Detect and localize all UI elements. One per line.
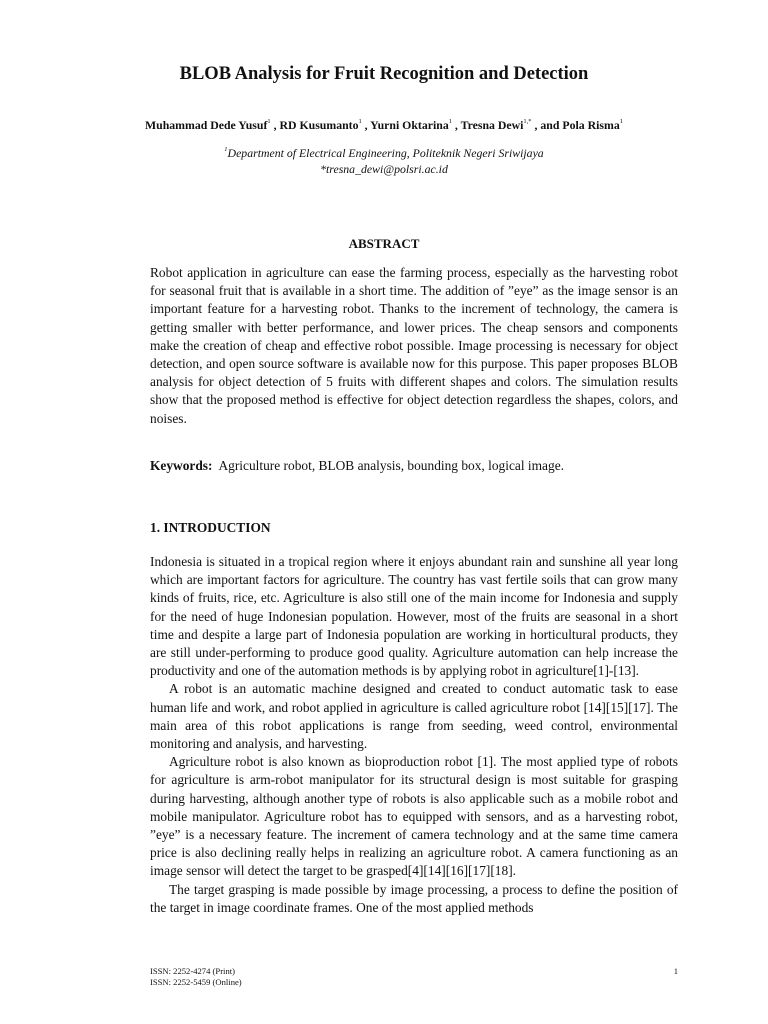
author-affiliation-mark: 1 (619, 118, 623, 125)
author-separator: , and (531, 118, 563, 132)
author-list (0, 118, 768, 133)
author-separator: , (451, 118, 461, 132)
page-footer (150, 966, 678, 988)
author-name: Pola Risma (562, 118, 620, 132)
paper-title: BLOB Analysis for Fruit Recognition and Detection (179, 64, 589, 84)
section-heading-introduction: 1. INTRODUCTION (150, 520, 271, 535)
affiliation-text: Department of Electrical Engineering, Politeknik Negeri Sriwijaya (227, 146, 544, 160)
author-affiliation-mark: 1 (448, 118, 452, 125)
issn-online: ISSN: 2252-5459 (Online) (150, 977, 242, 987)
intro-paragraph: A robot is an automatic machine designed and created to conduct automatic task to ease human life and work, and robot applied in agriculture is called agriculture robot [14][15][17]. The main area of this robot applications is range from seeding, weed control, environmental monitoring and analysis, and harvesting. (150, 681, 678, 752)
abstract-heading: ABSTRACT (348, 236, 420, 251)
intro-paragraph: Indonesia is situated in a tropical region where it enjoys abundant rain and sunshine all year long which are important factors for agriculture. The country has vast fertile soils that can grow many kinds of fruits, rice, etc. Agriculture is also still one of the main income for Indonesia and supply for the need of huge Indonesian population. However, most of the fruits are seasonal in a short time and despite a large part of Indonesia population are working in horticultural products, they are still under-performing to produce good quality. Agriculture automation can help increase the productivity and one of the automation methods is by applying robot in agriculture[1]-[13]. (150, 554, 678, 679)
introduction-body (150, 553, 678, 917)
author-separator: , (270, 118, 280, 132)
author-affiliation-mark: 1 (358, 118, 362, 125)
issn-print: ISSN: 2252-4274 (Print) (150, 966, 235, 976)
author-affiliation-mark: 1 (267, 118, 271, 125)
keywords-label: Keywords: (150, 458, 213, 473)
page-number: 1 (673, 966, 678, 976)
intro-paragraph: The target grasping is made possible by image processing, a process to define the position of the target in image coordinate frames. One of the most applied methods (150, 881, 678, 915)
intro-paragraph: Agriculture robot is also known as bioproduction robot [1]. The most applied type of robots for agriculture is arm-robot manipulator for its structural design is most suitable for grasping during harvesting, although another type of robots is also applicable such as a mobile robot and mobile manipulator. Agriculture robot has to equipped with sensors, and as a harvesting robot, ”eye” is a necessary feature. The increment of camera technology and at the same time camera price is also declining really helps in realizing an agriculture robot. A camera functioning as an image sensor will detect the target to be grasped[4][14][16][17][18]. (150, 754, 678, 879)
author-affiliation-mark: 1,* (523, 118, 532, 125)
author-name: Yurni Oktarina (370, 118, 449, 132)
corresponding-email: *tresna_dewi@polsri.ac.id (320, 162, 448, 176)
keywords-text: Agriculture robot, BLOB analysis, bounding box, logical image. (218, 458, 564, 473)
author-affiliation (0, 146, 768, 161)
author-name: Muhammad Dede Yusuf (145, 118, 268, 132)
affiliation-mark: 1 (224, 146, 228, 153)
author-name: Tresna Dewi (460, 118, 524, 132)
abstract-text: Robot application in agriculture can ease the farming process, especially as the harvesting robot for seasonal fruit that is available in a short time. The addition of ”eye” as the image sensor is an important feature for a harvesting robot. Thanks to the increment of technology, the camera is getting smaller with better performance, and lower prices. The cheap sensors and components make the creation of cheap and effective robot possible. Image processing is necessary for object detection, and open source software is available now for this purpose. This paper proposes BLOB analysis for object detection of 5 fruits with different shapes and colors. The simulation results show that the proposed method is effective for object detection regardless the shapes, colors, and noises. (150, 265, 678, 426)
author-name: RD Kusumanto (279, 118, 359, 132)
keywords (150, 457, 678, 475)
author-separator: , (361, 118, 371, 132)
